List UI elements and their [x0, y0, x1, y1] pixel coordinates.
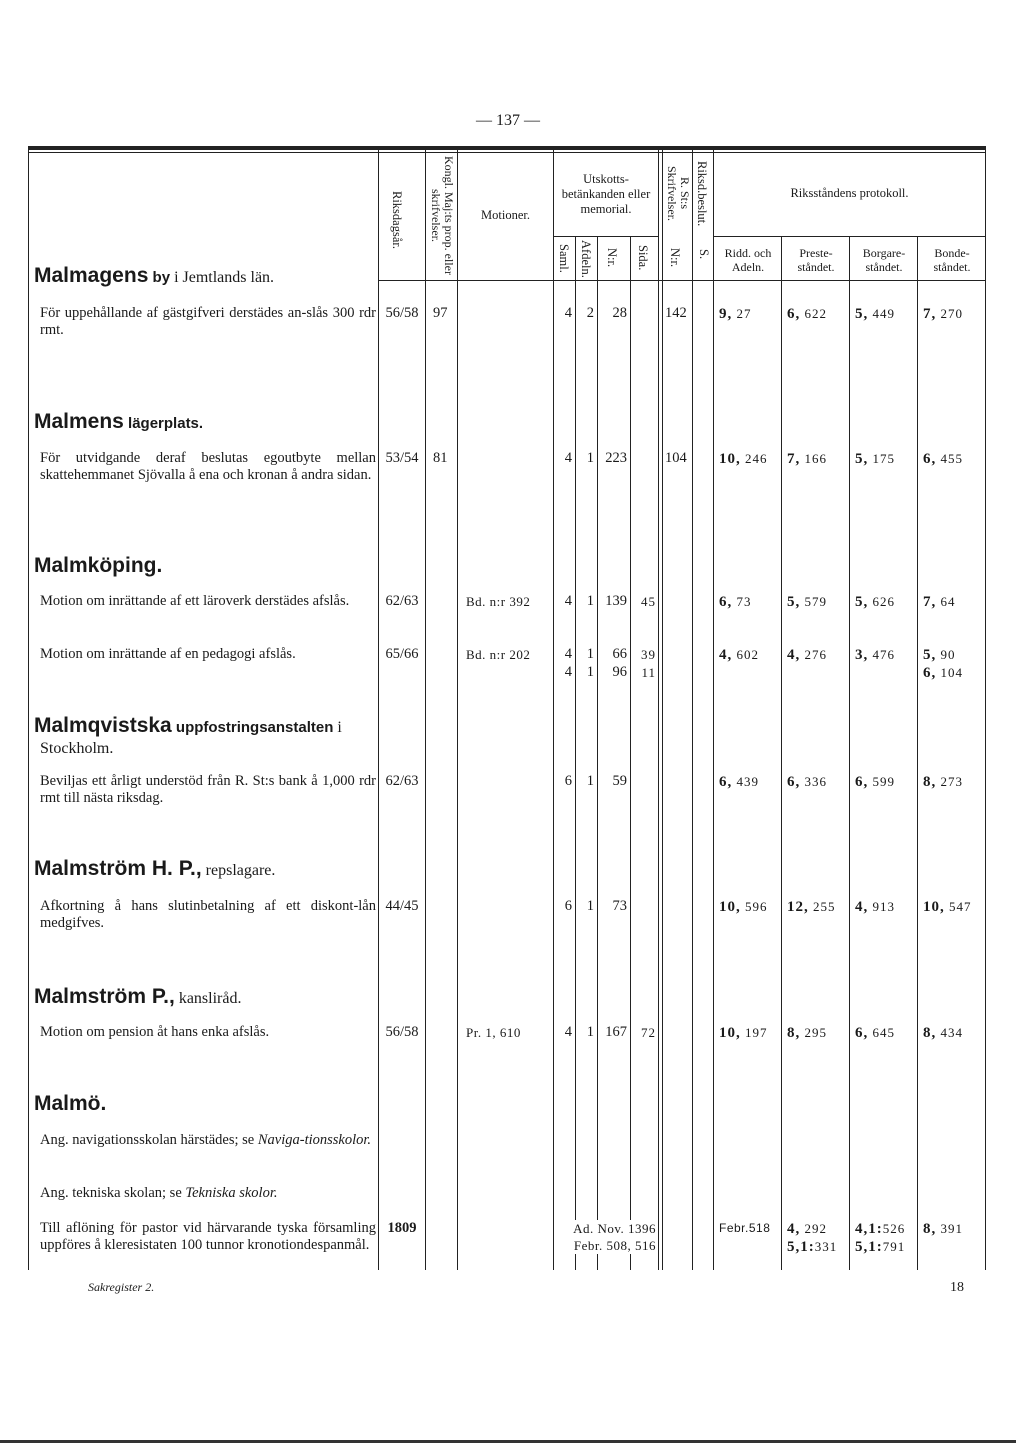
- col-line: [849, 236, 850, 1270]
- cell-borgare: 6, 645: [855, 1025, 895, 1041]
- cell-bonde: 5, 90: [923, 647, 956, 663]
- header-borgare: Borgare-ståndet.: [862, 246, 906, 274]
- cell-kongl: 97: [433, 305, 448, 321]
- cell-year: 65/66: [385, 646, 419, 662]
- cell-saml: 4: [564, 1024, 572, 1040]
- cell-kongl: 81: [433, 450, 448, 466]
- col-line: [662, 150, 663, 1270]
- entry-description: För utvidgande deraf beslutas egoutbyte mellan skattehemmanet Sjövalla å ena och kronan å andra sidan.: [40, 450, 376, 483]
- col-line: [575, 236, 576, 1270]
- header-riksdagsar: Riksdagsår.: [390, 191, 404, 249]
- col-line: [630, 236, 631, 1270]
- footer-register: Sakregister 2.: [88, 1280, 155, 1294]
- col-line: [917, 236, 918, 1270]
- cell-year: 62/63: [385, 773, 419, 789]
- cell-bonde: 10, 547: [923, 899, 972, 915]
- cell-year: 1809: [387, 1220, 417, 1236]
- header-sida: Sida.: [636, 245, 650, 271]
- cell-borgare: 5,1:791: [855, 1239, 906, 1255]
- cell-borgare: 5, 449: [855, 306, 895, 322]
- cell-motion: Bd. n:r 392: [466, 594, 531, 609]
- header-divider: [553, 236, 658, 237]
- cell-ridd: 6, 439: [719, 774, 759, 790]
- header-riksd-sida: S.: [697, 248, 711, 260]
- entry-description: Motion om inrättande af en pedagogi afslås.: [40, 646, 296, 662]
- cell-borgare: 3, 476: [855, 647, 895, 663]
- cell-rs-nr: 104: [665, 450, 687, 466]
- entry-heading: Malmström P., kansliråd.: [34, 985, 242, 1008]
- header-utskotts: Utskotts-betänkanden eller memorial.: [561, 172, 651, 216]
- cell-preste: 5,1:331: [787, 1239, 838, 1255]
- cell-ridd: 10, 197: [719, 1025, 768, 1041]
- cell-ridd: 6, 73: [719, 594, 752, 610]
- header-nr: N:r.: [605, 248, 619, 268]
- col-line: [985, 150, 986, 1270]
- cell-afd: 1: [586, 664, 594, 680]
- header-ridd: Ridd. och Adeln.: [724, 246, 772, 274]
- cell-rs-nr: 142: [665, 305, 687, 321]
- cell-bonde: 7, 270: [923, 306, 963, 322]
- entry-description: För uppehållande af gästgifveri derstädes an-slås 300 rdr rmt.: [40, 305, 376, 338]
- cell-utskott-text: Ad. Nov. 1396 Febr. 508, 516: [558, 1220, 656, 1254]
- entry-heading: Malmqvistska uppfostringsanstalten i: [34, 714, 342, 737]
- cell-nr: 28: [612, 305, 627, 321]
- cell-nr: 139: [605, 593, 627, 609]
- cell-nr: 59: [612, 773, 627, 789]
- cell-sida: 11: [641, 665, 656, 680]
- header-samling: Saml.: [557, 243, 571, 273]
- cell-bonde: 6, 104: [923, 665, 963, 681]
- page-number: — 137 —: [476, 112, 540, 129]
- cell-preste: 12, 255: [787, 899, 836, 915]
- bottom-rule: [0, 1440, 1016, 1443]
- cell-afd: 2: [586, 305, 594, 321]
- cell-ridd: 10, 246: [719, 451, 768, 467]
- cell-year: 56/58: [385, 1024, 419, 1040]
- cell-bonde: 8, 391: [923, 1221, 963, 1237]
- header-protokoll: Riksståndens protokoll.: [790, 186, 909, 200]
- cell-ridd: 9, 27: [719, 306, 752, 322]
- cell-ridd: 10, 596: [719, 899, 768, 915]
- cell-motion: Pr. 1, 610: [466, 1025, 521, 1040]
- cell-sida: 45: [641, 594, 656, 609]
- cell-sida: 72: [641, 1025, 656, 1040]
- entry-description: Afkortning å hans slutinbetalning af ett diskont-lån medgifves.: [40, 898, 376, 931]
- cell-saml: 4: [564, 593, 572, 609]
- entry-description: Ang. tekniska skolan; se Tekniska skolor.: [40, 1185, 278, 1201]
- cell-preste: 4, 276: [787, 647, 827, 663]
- col-line: [692, 150, 693, 1270]
- cell-preste: 7, 166: [787, 451, 827, 467]
- cell-nr: 96: [612, 664, 627, 680]
- entry-heading: Malmström H. P., repslagare.: [34, 857, 276, 880]
- cell-bonde: 7, 64: [923, 594, 956, 610]
- cell-borgare: 5, 626: [855, 594, 895, 610]
- cell-saml: 4: [564, 450, 572, 466]
- cell-bonde: 6, 455: [923, 451, 963, 467]
- cell-afd: 1: [586, 450, 594, 466]
- entry-description: Beviljas ett årligt understöd från R. St:s bank å 1,000 rdr rmt till nästa riksdag.: [40, 773, 376, 806]
- entry-description: Ang. navigationsskolan härstädes; se Naviga-tionsskolor.: [40, 1132, 372, 1148]
- header-bottom-rule: [378, 280, 985, 281]
- cell-nr: 66: [612, 646, 627, 662]
- col-line: [713, 150, 714, 1270]
- cell-afd: 1: [586, 898, 594, 914]
- entry-heading: Malmköping.: [34, 554, 163, 577]
- entry-heading: Malmö.: [34, 1092, 107, 1115]
- cell-afd: 1: [586, 593, 594, 609]
- cell-nr: 73: [612, 898, 627, 914]
- cell-year: 56/58: [385, 305, 419, 321]
- cell-preste: 4, 292: [787, 1221, 827, 1237]
- cell-year: 62/63: [385, 593, 419, 609]
- cell-sida: 39: [641, 647, 656, 662]
- cell-preste: 6, 622: [787, 306, 827, 322]
- cell-nr: 223: [605, 450, 627, 466]
- col-line: [781, 236, 782, 1270]
- header-afdeln: Afdeln.: [579, 240, 593, 278]
- cell-saml: 4: [564, 646, 572, 662]
- cell-borgare: 6, 599: [855, 774, 895, 790]
- col-line: [597, 236, 598, 1270]
- col-line: [457, 150, 458, 1270]
- cell-preste: 8, 295: [787, 1025, 827, 1041]
- top-rule: [28, 146, 986, 150]
- cell-afd: 1: [586, 773, 594, 789]
- entry-heading: Malmens lägerplats.: [34, 410, 204, 433]
- cell-saml: 6: [564, 898, 572, 914]
- cell-preste: 6, 336: [787, 774, 827, 790]
- top-rule-thin: [28, 152, 986, 153]
- cell-afd: 1: [586, 1024, 594, 1040]
- entry-description: Till aflöning för pastor vid härvarande tyska församling uppföres å kleresistaten 100 tunnor kronotiondespanmål.: [40, 1220, 376, 1253]
- cell-motion: Bd. n:r 202: [466, 647, 531, 662]
- header-rsts-nr: N:r.: [668, 248, 682, 268]
- cell-ridd: Febr.518: [719, 1221, 771, 1235]
- cell-borgare: 4,1:526: [855, 1221, 906, 1237]
- cell-borgare: 4, 913: [855, 899, 895, 915]
- col-line: [658, 150, 659, 1270]
- entry-heading-continued: Stockholm.: [40, 740, 114, 757]
- cell-saml: 4: [564, 664, 572, 680]
- cell-afd: 1: [586, 646, 594, 662]
- header-kongl: Kongl. Maj:ts prop. eller skrifvelser.: [429, 155, 456, 275]
- header-rsts: R. St:s Skrifvelser.: [665, 165, 692, 221]
- header-motioner: Motioner.: [481, 208, 530, 222]
- header-riksd-beslut: Riksd.beslut.: [695, 161, 709, 227]
- cell-borgare: 5, 175: [855, 451, 895, 467]
- cell-year: 44/45: [385, 898, 419, 914]
- cell-bonde: 8, 273: [923, 774, 963, 790]
- header-preste: Preste-ståndet.: [797, 246, 835, 274]
- cell-year: 53/54: [385, 450, 419, 466]
- cell-ridd: 4, 602: [719, 647, 759, 663]
- cell-nr: 167: [605, 1024, 627, 1040]
- cell-saml: 4: [564, 305, 572, 321]
- entry-heading: Malmagens by i Jemtlands län.: [34, 264, 275, 287]
- col-line: [28, 150, 29, 1270]
- header-divider: [713, 236, 985, 237]
- entry-description: Motion om pension åt hans enka afslås.: [40, 1024, 270, 1040]
- entry-description: Motion om inrättande af ett läroverk derstädes afslås.: [40, 593, 350, 609]
- cell-bonde: 8, 434: [923, 1025, 963, 1041]
- cell-preste: 5, 579: [787, 594, 827, 610]
- header-bonde: Bonde-ståndet.: [933, 246, 971, 274]
- footer-sheet-number: 18: [950, 1280, 964, 1295]
- cell-saml: 6: [564, 773, 572, 789]
